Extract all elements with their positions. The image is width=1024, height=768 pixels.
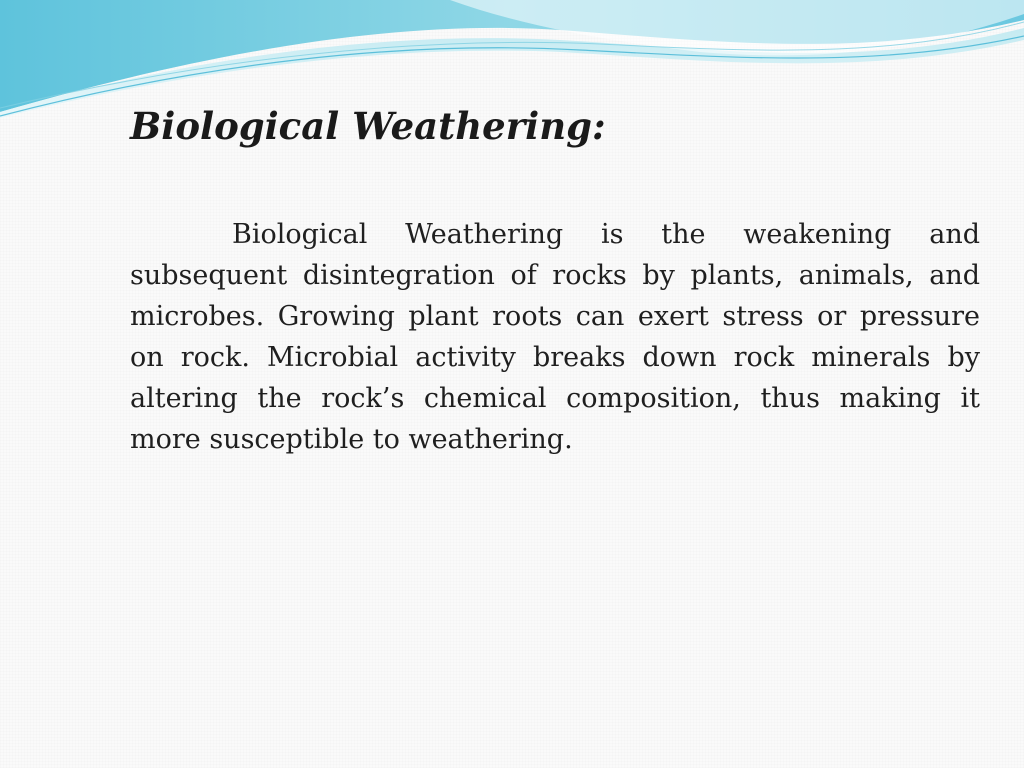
slide-title: Biological Weathering: bbox=[130, 104, 606, 148]
slide-body-paragraph: Biological Weathering is the weakening and subsequent disintegration of rocks by plants, animals, and microbes. Growing plant roots can exert stress or pressure on rock. Microbial activity breaks down rock minerals by altering the rock’s chemical composition, thus making it more susceptible to weathering. bbox=[130, 219, 980, 455]
